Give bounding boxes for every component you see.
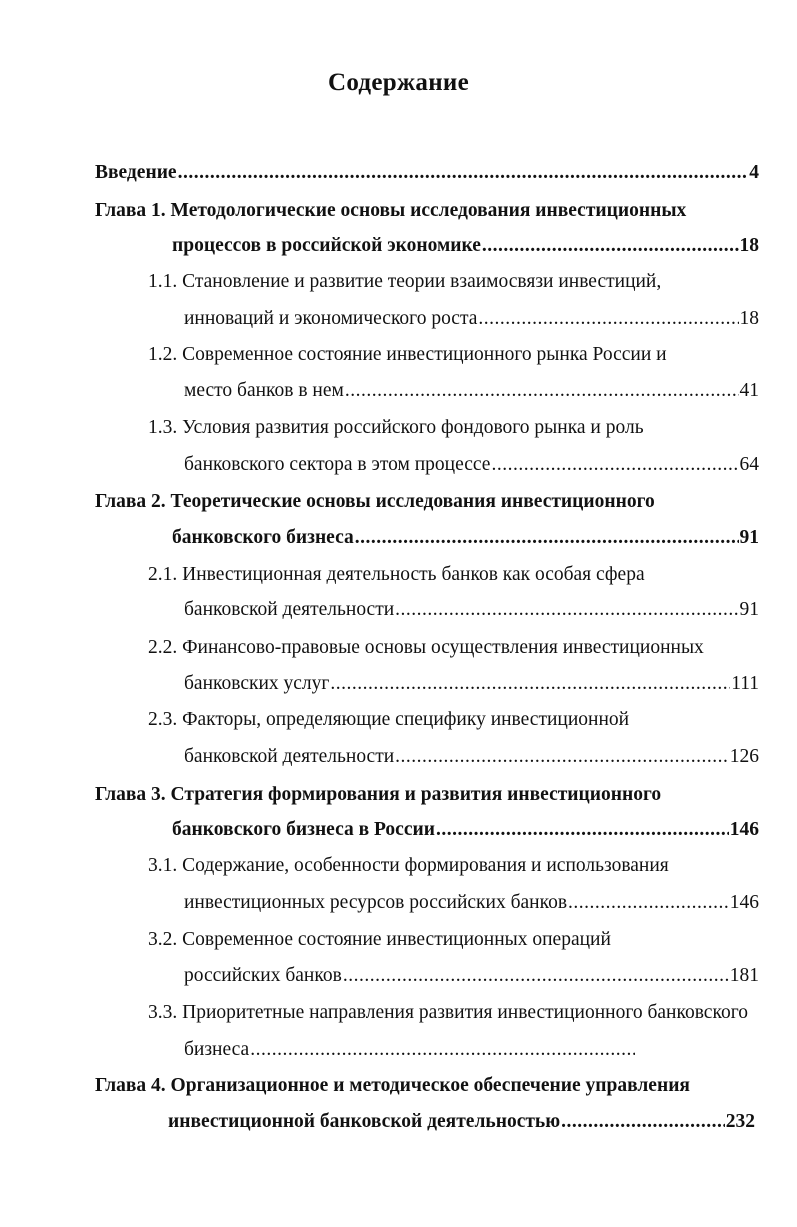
- toc-entry-section-3-2-cont: [184, 963, 759, 989]
- toc-entry-section-1-2: 1.2. Современное состояние инвестиционного рынка России и: [148, 344, 667, 365]
- toc-entry-section-2-1: 2.1. Инвестиционная деятельность банков как особая сфера: [148, 564, 645, 585]
- toc-page-number: 126: [729, 746, 759, 767]
- toc-entry-chapter-4-cont: [168, 1109, 755, 1135]
- toc-entry-section-2-2-cont: [184, 671, 759, 697]
- toc-entry-section-3-1: 3.1. Содержание, особенности формирования и использования: [148, 855, 669, 876]
- toc-entry-title: место банков в нем: [184, 380, 344, 401]
- toc-page-number: 64: [739, 454, 759, 475]
- toc-entry-chapter-3: Глава 3. Стратегия формирования и развития инвестиционного: [95, 784, 662, 805]
- toc-page-number: 4: [749, 162, 759, 183]
- toc-page-number: 146: [729, 892, 759, 913]
- toc-page-number: 18: [739, 235, 759, 256]
- toc-entry-title: инвестиционных ресурсов российских банков: [184, 892, 568, 913]
- toc-entry-section-2-3: 2.3. Факторы, определяющие специфику инвестиционной: [148, 709, 630, 730]
- toc-page-number: 18: [739, 308, 759, 329]
- toc-leader-dots: [436, 817, 729, 843]
- toc-page-number: 181: [729, 965, 759, 986]
- toc-entry-title: банковского бизнеса в России: [172, 819, 435, 840]
- toc-leader-dots: [355, 525, 739, 551]
- toc-leader-dots: [343, 963, 729, 989]
- toc-leader-dots: [482, 233, 739, 259]
- toc-entry-section-3-2: 3.2. Современное состояние инвестиционных операций: [148, 929, 611, 950]
- toc-leader-dots: [478, 306, 738, 332]
- toc-entry-title: инноваций и экономического роста: [184, 308, 478, 329]
- toc-entry-title: Введение: [95, 162, 177, 183]
- toc-leader-dots: [345, 378, 739, 404]
- toc-leader-dots: [330, 671, 730, 697]
- toc-entry-title: процессов в российской экономике: [172, 235, 481, 256]
- toc-entry-section-1-1-cont: [184, 306, 759, 332]
- toc-entry-section-1-2-cont: [184, 378, 759, 404]
- toc-entry-section-3-1-cont: [184, 890, 759, 916]
- toc-entry-chapter-2-cont: [172, 525, 759, 551]
- toc-entry-section-1-3: 1.3. Условия развития российского фондового рынка и роль: [148, 417, 644, 438]
- toc-page-number: 41: [739, 380, 759, 401]
- toc-entry-section-1-3-cont: [184, 452, 759, 478]
- toc-entry-title: российских банков: [184, 965, 342, 986]
- toc-entry-title: бизнеса: [184, 1039, 250, 1060]
- toc-entry-title: банковского бизнеса: [172, 527, 354, 548]
- toc-entry-section-3-3: 3.3. Приоритетные направления развития инвестиционного банковского: [148, 1002, 748, 1023]
- toc-entry-title: банковского сектора в этом процессе: [184, 454, 491, 475]
- toc-entry-section-3-3-cont: [184, 1037, 636, 1063]
- toc-leader-dots: [491, 452, 738, 478]
- toc-entry-chapter-2: Глава 2. Теоретические основы исследования инвестиционного: [95, 491, 655, 512]
- toc-page-number: 91: [739, 527, 759, 548]
- toc-entry-chapter-1-cont: [172, 233, 759, 259]
- toc-entry-title: банковской деятельности: [184, 746, 395, 767]
- toc-leader-dots: [250, 1037, 635, 1063]
- toc-entry-title: инвестиционной банковской деятельностью: [168, 1111, 561, 1132]
- toc-entry-title: банковских услуг: [184, 673, 330, 694]
- toc-leader-dots: [395, 597, 738, 623]
- toc-entry-section-1-1: 1.1. Становление и развитие теории взаимосвязи инвестиций,: [148, 271, 662, 292]
- toc-entry-chapter-4: Глава 4. Организационное и методическое обеспечение управления: [95, 1075, 690, 1096]
- toc-leader-dots: [178, 160, 749, 186]
- page-title: Содержание: [327, 69, 469, 96]
- toc-entry-title: банковской деятельности: [184, 599, 395, 620]
- toc-entry-section-2-3-cont: [184, 744, 759, 770]
- toc-entry-intro: [95, 160, 759, 186]
- toc-entry-section-2-1-cont: [184, 597, 759, 623]
- toc-entry-chapter-3-cont: [172, 817, 759, 843]
- toc-leader-dots: [568, 890, 729, 916]
- toc-page-number: 91: [739, 599, 759, 620]
- toc-page-number: 146: [729, 819, 759, 840]
- toc-leader-dots: [395, 744, 729, 770]
- toc-page-number: 232: [725, 1111, 755, 1132]
- toc-entry-section-2-2: 2.2. Финансово-правовые основы осуществления инвестиционных: [148, 637, 704, 658]
- toc-entry-chapter-1: Глава 1. Методологические основы исследования инвестиционных: [95, 200, 687, 221]
- toc-leader-dots: [561, 1109, 725, 1135]
- toc-page-number: 111: [731, 673, 759, 694]
